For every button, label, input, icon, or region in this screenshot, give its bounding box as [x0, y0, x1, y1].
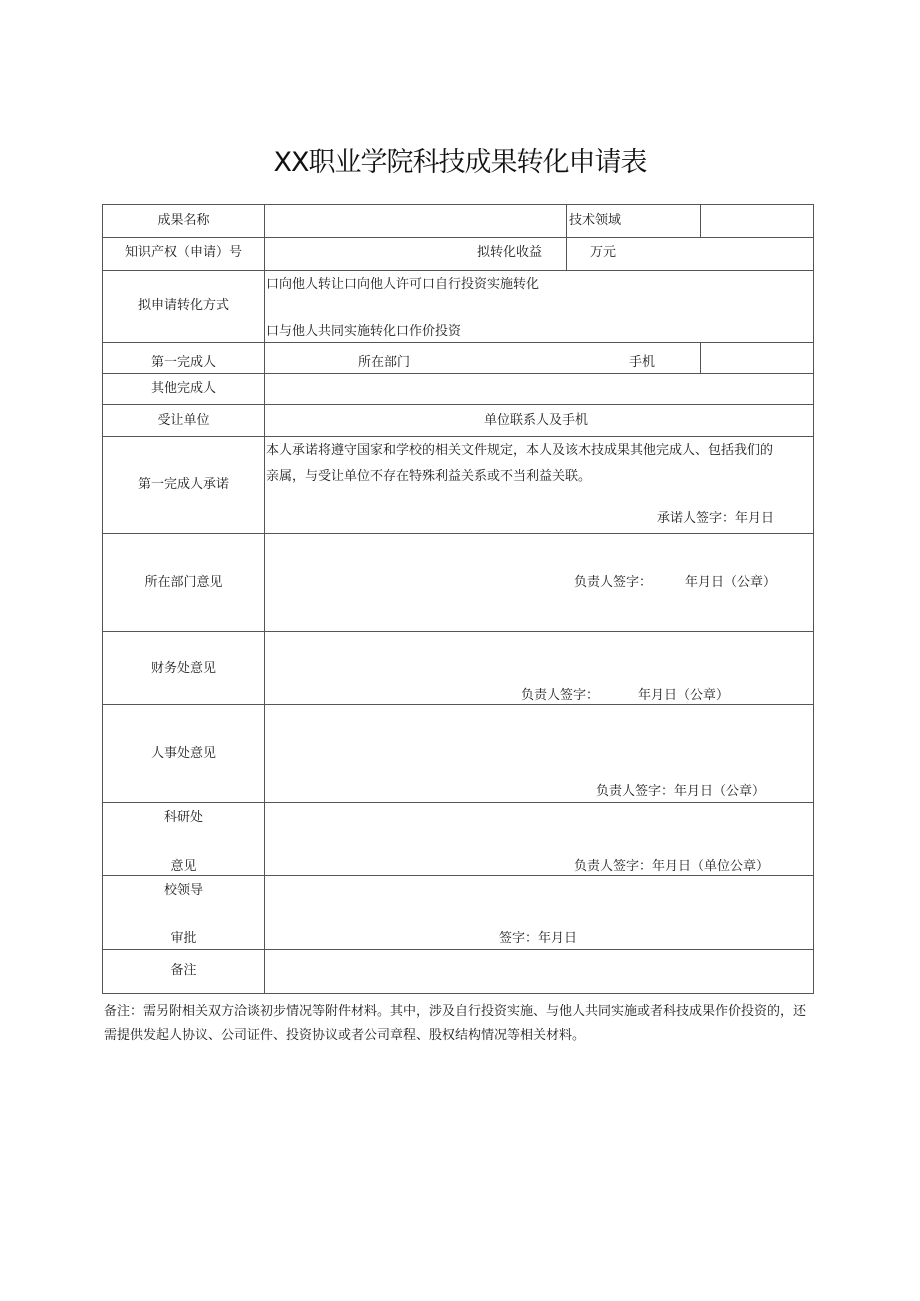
research-label-line1: 科研处	[163, 810, 203, 825]
leader-signature[interactable]: 签字：年月日	[499, 931, 578, 946]
mobile-field[interactable]	[701, 343, 813, 372]
department-field[interactable]	[418, 343, 618, 372]
ip-number-label: 知识产权（申请）号	[124, 245, 242, 260]
label-column-divider	[264, 205, 265, 993]
transferee-contact-field[interactable]	[603, 405, 813, 435]
research-signature[interactable]: 负责人签字：年月日（单位公章）	[574, 859, 770, 874]
achievement-name-field[interactable]	[265, 206, 565, 236]
first-completer-field[interactable]	[265, 343, 355, 372]
transferee-label: 受让单位	[157, 413, 210, 428]
income-unit: 万元	[590, 245, 617, 260]
page-title: XX职业学院科技成果转化申请表	[273, 147, 647, 178]
commitment-signature[interactable]: 承诺人签字：年月日	[657, 511, 775, 526]
cell-divider	[566, 205, 567, 237]
transferee-contact-label: 单位联系人及手机	[484, 413, 589, 428]
finance-date: 年月日（公章）	[638, 688, 730, 703]
finance-signature[interactable]: 负责人签字：	[521, 688, 600, 703]
commitment-label: 第一完成人承诺	[137, 477, 229, 492]
row-divider	[103, 436, 813, 437]
remarks-label: 备注	[170, 963, 197, 978]
row-divider	[103, 270, 813, 271]
dept-date: 年月日（公章）	[685, 575, 777, 590]
achievement-name-label: 成果名称	[157, 213, 210, 228]
research-label-line2: 意见	[170, 859, 197, 874]
other-completers-field[interactable]	[265, 374, 813, 403]
mobile-label: 手机	[629, 355, 656, 370]
leader-label-line2: 审批	[170, 931, 197, 946]
research-opinion-field[interactable]	[265, 803, 813, 847]
transferee-field[interactable]	[265, 405, 465, 435]
commitment-text-line1: 本人承诺将遵守国家和学校的相关文件规定，本人及该木技成果其他完成人、包括我们的	[266, 443, 774, 458]
remarks-field[interactable]	[265, 950, 813, 992]
tech-field-input[interactable]	[701, 206, 813, 236]
method-label: 拟申请转化方式	[137, 298, 229, 313]
application-form-table	[102, 204, 814, 994]
commitment-text-line2: 亲属，与受让单位不存在特殊利益关系或不当利益关联。	[266, 469, 592, 484]
department-label: 所在部门	[358, 355, 411, 370]
other-completers-label: 其他完成人	[150, 381, 216, 396]
hr-opinion-label: 人事处意见	[150, 746, 216, 761]
first-completer-label: 第一完成人	[150, 355, 216, 370]
leader-label-line1: 校领导	[163, 883, 203, 898]
dept-opinion-field[interactable]	[265, 534, 813, 564]
method-options-line1[interactable]: 口向他人转让口向他人许可口自行投资实施转化	[266, 277, 540, 292]
expected-income-field[interactable]	[567, 238, 587, 269]
finance-opinion-label: 财务处意见	[150, 661, 216, 676]
hr-signature[interactable]: 负责人签字：年月日（公章）	[596, 784, 766, 799]
hr-opinion-field[interactable]	[265, 705, 813, 775]
ip-number-field[interactable]	[265, 238, 465, 269]
dept-opinion-label: 所在部门意见	[144, 575, 223, 590]
tech-field-label: 技术领域	[569, 213, 622, 228]
finance-opinion-field[interactable]	[265, 632, 813, 672]
method-options-line2[interactable]: 口与他人共同实施转化口作价投资	[266, 324, 462, 339]
leader-approval-field[interactable]	[265, 876, 813, 920]
expected-income-label: 拟转化收益	[477, 245, 543, 260]
footnote-remarks: 备注：需另附相关双方洽谈初步情况等附件材料。其中，涉及自行投资实施、与他人共同实施或者科技成果作价投资的，还需提供发起人协议、公司证件、投资协议或者公司章程、股权结构情况等相关材料。	[104, 1004, 807, 1043]
dept-signature[interactable]: 负责人签字：	[574, 575, 653, 590]
